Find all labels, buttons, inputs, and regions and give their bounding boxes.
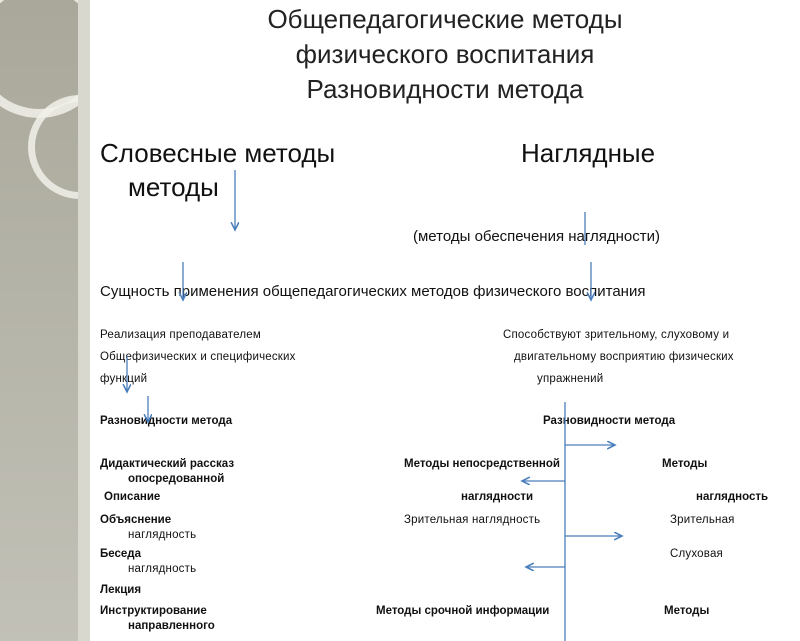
variety-right: Разновидности метода [543, 415, 676, 427]
row6-urgent: Методы срочной информации [376, 605, 550, 617]
row1-verbal: Дидактический рассказ [100, 458, 235, 470]
row2-indirect: наглядность [696, 491, 769, 503]
row3-verbal: Объяснение [100, 514, 172, 526]
row4-verbal: Беседа [100, 548, 141, 560]
row4-indirect: Слуховая [670, 548, 723, 560]
row6-directed: Методы [664, 605, 710, 617]
row1-direct: Методы непосредственной [404, 458, 560, 470]
row3-direct: Зрительная наглядность [404, 514, 541, 526]
visual-methods-heading-cont: методы [128, 172, 219, 202]
visual-methods-heading: Наглядные [521, 138, 656, 168]
right-desc-1: Способствуют зрительному, слуховому и [503, 329, 730, 341]
row3-indirect: Зрительная [670, 514, 735, 526]
right-desc-2: двигательному восприятию физических [514, 351, 734, 363]
left-desc-3: функций [100, 373, 148, 385]
row6-verbal: Инструктирование [100, 605, 207, 617]
left-desc-2: Общефизических и специфических [100, 351, 296, 363]
row2-verbal: Описание [104, 491, 161, 503]
visual-methods-note: (методы обеспечения наглядности) [413, 228, 661, 245]
row3-indirect-cont: наглядность [128, 529, 197, 541]
row1-indirect-cont: опосредованной [128, 473, 225, 485]
verbal-methods-heading: Словесные методы [100, 138, 336, 168]
essence-heading: Сущность применения общепедагогических методов физического воспитания [100, 283, 646, 300]
row6-directed-cont: направленного [128, 620, 215, 632]
right-desc-3: упражнений [537, 373, 604, 385]
row5-verbal: Лекция [100, 584, 142, 596]
row2-direct: наглядности [461, 491, 534, 503]
title-line-2: физического воспитания [295, 39, 595, 69]
row4-indirect-cont: наглядность [128, 563, 197, 575]
title-line-3: Разновидности метода [306, 74, 584, 104]
title-line-1: Общепедагогические методы [267, 4, 623, 34]
left-desc-1: Реализация преподавателем [100, 329, 261, 341]
row1-indirect: Методы [662, 458, 708, 470]
variety-left: Разновидности метода [100, 415, 233, 427]
